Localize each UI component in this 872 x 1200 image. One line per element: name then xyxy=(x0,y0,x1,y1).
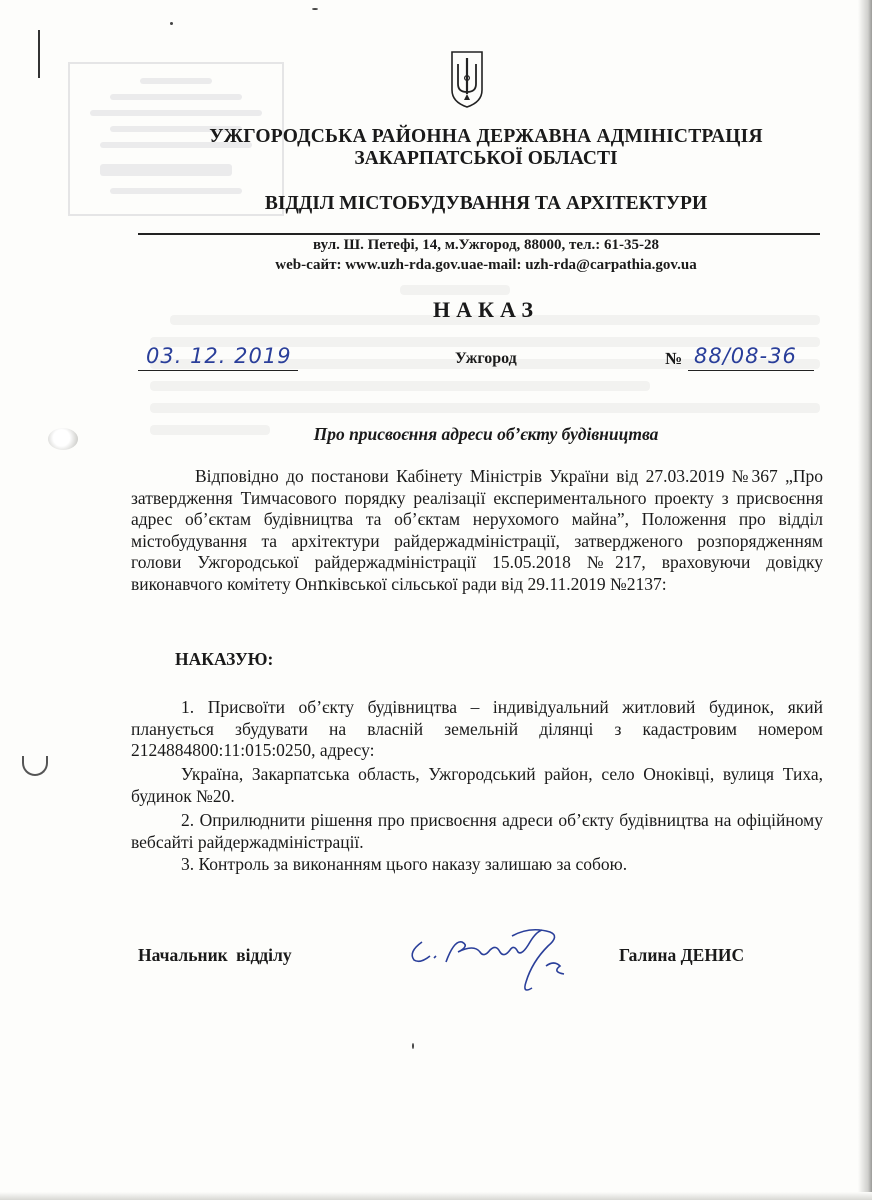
order-subject: Про присвоєння адреси об’єкту будівництва xyxy=(313,424,659,444)
orders-heading: НАКАЗУЮ: xyxy=(175,649,274,669)
order-item-3: 3. Контроль за виконанням цього наказу залишаю за собою. xyxy=(181,854,628,874)
administration-name-line1: УЖГОРОДСЬКА РАЙОННА ДЕРЖАВНА АДМІНІСТРАЦІЯ xyxy=(209,126,763,147)
margin-mark xyxy=(38,30,40,78)
date-underline xyxy=(138,370,298,371)
trident-emblem-icon xyxy=(448,50,486,108)
web-email: web-сайт: www.uzh-rda.gov.uae-mail: uzh-rda@carpathia.gov.ua xyxy=(275,257,697,273)
handwritten-signature xyxy=(400,922,600,1002)
order-item-1: 1. Присвоїти об’єкту будівництва – індивідуальний житловий будинок, який планується збудувати на власній земельній ділянці з кадастровим номером 2124884800:11:015:0250, адресу: xyxy=(131,697,823,761)
scan-speck xyxy=(170,22,173,25)
postal-address: вул. Ш. Петефі, 14, м.Ужгород, 88000, тел.: 61-35-28 xyxy=(313,237,659,253)
intro-paragraph: Відповідно до постанови Кабінету Міністрів України від 27.03.2019 №367 „Про затвердження Тимчасового порядку реалізації експериментального проекту з присвоєння адрес об’єктам будівництва та об’єктам нерухомого майна”, Положення про відділ містобудування та архітектури райдержадміністрації, затвердженого розпорядженням голови Ужгородської райдержадміністрації 15.05.2018 №217, враховуючи довідку виконавчого комітету Онոківської сільської ради від 29.11.2019 №2137: xyxy=(131,466,823,594)
order-number-handwritten: 88/08-36 xyxy=(694,344,797,368)
signatory-name: Галина ДЕНИС xyxy=(619,945,745,965)
order-city: Ужгород xyxy=(455,350,517,367)
scan-edge-right xyxy=(858,0,872,1200)
assigned-address: Україна, Закарпатська область, Ужгородський район, село Онoківці, вулиця Тиха, будинок №20. xyxy=(131,764,823,806)
department-name: ВІДДІЛ МІСТОБУДУВАННЯ ТА АРХІТЕКТУРИ xyxy=(264,193,708,214)
order-item-2: 2. Оприлюднити рішення про присвоєння адреси об’єкту будівництва на офіційному вебсайті райдержадміністрації. xyxy=(131,810,823,852)
administration-name-line2: ЗАКАРПАТСЬКОЇ ОБЛАСТІ xyxy=(354,148,618,169)
number-sign: № xyxy=(665,349,683,368)
order-date-handwritten: 03. 12. 2019 xyxy=(146,344,292,368)
header-divider xyxy=(138,233,820,235)
scan-speck xyxy=(412,1043,414,1049)
scan-speck xyxy=(312,8,318,10)
signatory-position: Начальник відділу xyxy=(138,945,292,965)
scan-edge-bottom xyxy=(0,1192,872,1200)
binding-mark xyxy=(22,756,48,776)
order-title: НАКАЗ xyxy=(433,297,539,322)
number-underline xyxy=(688,370,814,371)
